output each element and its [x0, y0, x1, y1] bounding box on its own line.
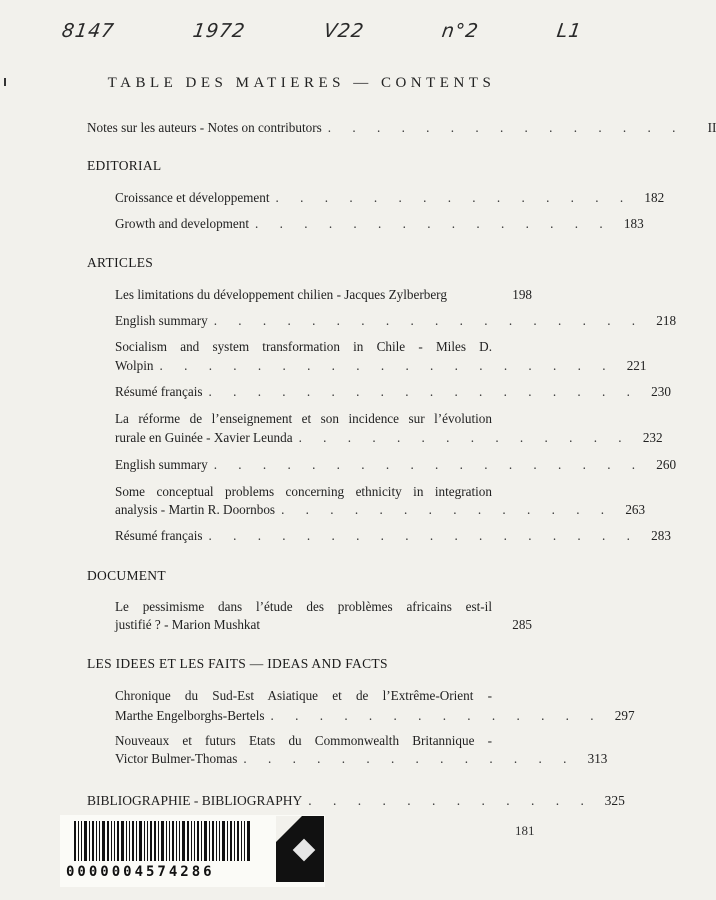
entry-page: 263: [625, 502, 646, 517]
barcode-bar: [179, 821, 180, 861]
barcode-number: 0000004574286: [66, 864, 215, 880]
barcode-bar: [144, 821, 145, 861]
entry-title: BIBLIOGRAPHIE - BIBLIOGRAPHY: [87, 793, 303, 808]
entry-page: 198: [512, 287, 532, 302]
barcode-bar: [74, 821, 76, 861]
barcode-bar: [212, 821, 214, 861]
barcode-bar: [197, 821, 199, 861]
toc-entry: [115, 382, 671, 402]
entry-title: Notes sur les auteurs - Notes on contributors: [87, 120, 322, 135]
entry-page: 221: [626, 358, 647, 373]
entry-page: 232: [642, 430, 663, 445]
leader-dots: . . . . . . . . . . . . . . . . . . .: [159, 358, 615, 373]
barcode-bar: [166, 821, 167, 861]
barcode-bar: [244, 821, 245, 861]
leader-dots: . . . . . . . . . . . . . .: [281, 502, 614, 517]
barcode-bar: [78, 821, 79, 861]
section-heading: LES IDEES ET LES FAITS — IDEAS AND FACTS: [87, 656, 388, 671]
barcode-bars: [74, 821, 286, 861]
entry-title: Marthe Engelborghs-Bertels: [115, 708, 265, 723]
entry-title: Résumé français: [115, 384, 203, 399]
barcode-bar: [204, 821, 207, 861]
entry-page: 230: [651, 384, 671, 399]
leader-dots: . . . . . . . . . . . . . .: [270, 708, 603, 723]
entry-title: analysis - Martin R. Doornbos: [115, 502, 276, 517]
leader-dots: . . . . . . . . . . . . . . .: [255, 216, 612, 231]
toc-entry: [115, 311, 677, 331]
stamp-corner: [276, 816, 302, 842]
leader-dots: . . . . . . . . . . . . . . .: [327, 120, 685, 135]
barcode-bar: [154, 821, 156, 861]
barcode-bar: [209, 821, 210, 861]
barcode-bar: [136, 821, 137, 861]
entry-title-line: Chronique du Sud-Est Asiatique et de l’Extrême-Orient -: [115, 688, 492, 703]
leader-dots: . . . . . . . . . . . . . . . . . .: [213, 457, 645, 472]
entry-title: Wolpin: [115, 358, 154, 373]
barcode-bar: [219, 821, 220, 861]
toc-entry: [115, 188, 665, 208]
leader-dots: . . . . . . . . . . . . . . . . . .: [213, 313, 645, 328]
entry-title: Croissance et développement: [115, 190, 270, 205]
entry-title-line: Socialism and system transformation in Chile - Miles D.: [115, 339, 492, 354]
entry-title: Résumé français: [115, 528, 203, 543]
barcode-bar: [182, 821, 185, 861]
barcode-bar: [129, 821, 130, 861]
barcode-bar: [247, 821, 250, 861]
barcode-bar: [222, 821, 225, 861]
entry-page: 285: [512, 617, 532, 632]
entry-page: 183: [623, 216, 644, 231]
leader-dots: . . . . . . . . . . . . . .: [298, 430, 631, 445]
barcode-bar: [169, 821, 170, 861]
entry-page: 313: [587, 751, 608, 766]
barcode-bar: [96, 821, 97, 861]
entry-page: 297: [614, 708, 635, 723]
barcode-bar: [194, 821, 195, 861]
barcode-bar: [237, 821, 239, 861]
barcode-bar: [161, 821, 164, 861]
entry-title: Les limitations du développement chilien - Jacques Zylberberg: [115, 287, 447, 302]
barcode-bar: [92, 821, 94, 861]
barcode-bar: [132, 821, 134, 861]
toc-entry: [115, 356, 647, 376]
barcode-bar: [201, 821, 202, 861]
toc-entry: [115, 428, 663, 448]
handwritten-issue: n°2: [440, 20, 481, 42]
barcode-bar: [158, 821, 159, 861]
barcode-bar: [84, 821, 87, 861]
toc-entry: [115, 214, 644, 234]
barcode-bar: [227, 821, 228, 861]
barcode-bar: [150, 821, 152, 861]
handwritten-annotation: [62, 20, 582, 42]
entry-title-line: Le pessimisme dans l’étude des problèmes africains est-il: [115, 599, 492, 614]
barcode-bar: [147, 821, 148, 861]
barcode-bar: [107, 821, 109, 861]
barcode-bar: [234, 821, 235, 861]
toc-entry: [115, 455, 677, 475]
barcode-bar: [187, 821, 189, 861]
page-title: TABLE DES MATIERES — CONTENTS: [107, 75, 496, 91]
entry-title-line: Some conceptual problems concerning ethnicity in integration: [115, 484, 492, 499]
barcode-bar: [172, 821, 174, 861]
toc-entry: [115, 526, 671, 546]
barcode-bar: [114, 821, 115, 861]
barcode-bar: [89, 821, 90, 861]
barcode-bar: [117, 821, 119, 861]
barcode-bar: [121, 821, 124, 861]
handwritten-year: 1972: [191, 20, 247, 42]
leader-dots: . . . . . . . . . . . . . . . . . .: [208, 528, 639, 543]
barcode-bar: [176, 821, 177, 861]
toc-entry: [87, 118, 716, 138]
entry-page: 283: [651, 528, 671, 543]
toc-entry: [115, 615, 532, 635]
barcode-bar: [126, 821, 127, 861]
barcode-bar: [216, 821, 217, 861]
leader-dots: . . . . . . . . . . . . . .: [243, 751, 576, 766]
page-number: 181: [515, 823, 535, 838]
section-heading: EDITORIAL: [87, 158, 162, 173]
toc-entry: [115, 706, 635, 726]
barcode-bar: [230, 821, 232, 861]
section-heading: DOCUMENT: [87, 568, 166, 583]
toc-entry: [115, 500, 646, 520]
leader-dots: . . . . . . . . . . . . . . . . . .: [208, 384, 639, 399]
entry-title: justifié ? - Marion Mushkat: [115, 617, 261, 632]
entry-page: 260: [656, 457, 677, 472]
barcode-bar: [241, 821, 242, 861]
section-heading: ARTICLES: [87, 255, 154, 270]
barcode-bar: [191, 821, 192, 861]
entry-title: Growth and development: [115, 216, 250, 231]
barcode-bar: [81, 821, 82, 861]
barcode-bar: [111, 821, 112, 861]
toc-entry: [115, 285, 532, 305]
leader-dots: . . . . . . . . . . . . . . .: [275, 190, 633, 205]
entry-title: English summary: [115, 313, 208, 328]
handwritten-volume: V22: [322, 20, 366, 42]
barcode-bar: [99, 821, 100, 861]
toc-entry: [87, 791, 625, 811]
entry-page: 325: [604, 793, 625, 808]
leader-dots: . . . . . . . . . . . .: [308, 793, 593, 808]
handwritten-code: L1: [555, 20, 584, 42]
barcode-bar: [139, 821, 142, 861]
entry-title: Victor Bulmer-Thomas: [115, 751, 238, 766]
entry-title: English summary: [115, 457, 208, 472]
toc-entry: [115, 749, 608, 769]
entry-title-line: La réforme de l’enseignement et son incidence sur l’évolution: [115, 411, 492, 426]
barcode-bar: [102, 821, 105, 861]
handwritten-ref: 8147: [60, 20, 116, 42]
entry-title: rurale en Guinée - Xavier Leunda: [115, 430, 293, 445]
entry-title-line: Nouveaux et futurs Etats du Commonwealth Britannique -: [115, 733, 492, 748]
entry-page: 182: [644, 190, 665, 205]
entry-page: II: [707, 120, 716, 135]
entry-page: 218: [656, 313, 677, 328]
